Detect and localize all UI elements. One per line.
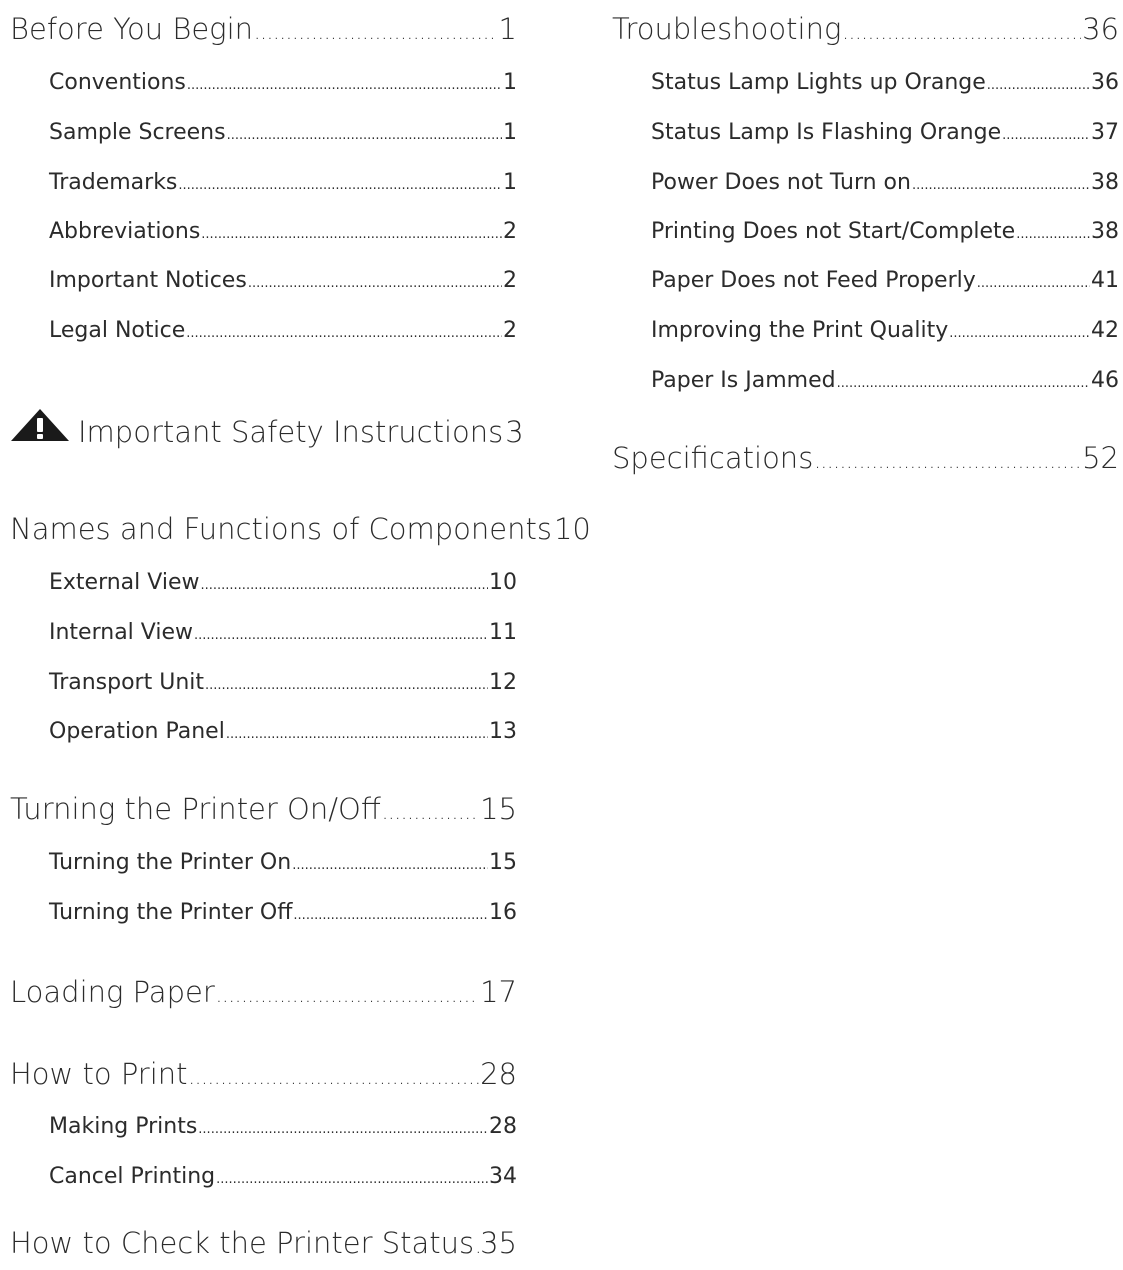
toc-page-number: 42 xyxy=(1091,318,1119,343)
toc-entry-title: Before You Begin xyxy=(10,12,254,46)
leader-dots xyxy=(216,1172,488,1187)
toc-entry-trademarks[interactable] xyxy=(49,170,517,195)
toc-entry-title: Cancel Printing xyxy=(49,1164,216,1189)
toc-entry-title: Printing Does not Start/Complete xyxy=(651,219,1016,244)
toc-entry-title: Turning the Printer On/Off xyxy=(10,792,381,826)
toc-entry-transport-unit[interactable] xyxy=(49,670,517,695)
toc-page-number: 2 xyxy=(503,268,517,293)
leader-dots xyxy=(1016,227,1090,242)
toc-entry-title: Status Lamp Is Flashing Orange xyxy=(651,120,1002,145)
leader-dots xyxy=(194,628,488,643)
toc-entry-title: Paper Is Jammed xyxy=(651,368,836,393)
toc-page-number: 10 xyxy=(553,512,591,546)
toc-page-number: 36 xyxy=(1091,70,1119,95)
toc-entry-troubleshooting[interactable] xyxy=(612,12,1119,46)
toc-entry-title: Trademarks xyxy=(49,170,178,195)
toc-page-number: 2 xyxy=(503,318,517,343)
toc-entry-important-safety-instructions[interactable] xyxy=(10,408,524,449)
toc-entry-title: Conventions xyxy=(49,70,186,95)
toc-entry-title: Important Notices xyxy=(49,268,247,293)
toc-entry-legal-notice[interactable] xyxy=(49,318,517,343)
toc-page-number: 38 xyxy=(1091,170,1119,195)
leader-dots xyxy=(292,858,488,873)
toc-entry-title: Power Does not Turn on xyxy=(651,170,911,195)
toc-page-number: 46 xyxy=(1091,368,1119,393)
leader-dots xyxy=(987,78,1090,93)
toc-entry-sample-screens[interactable] xyxy=(49,120,517,145)
leader-dots xyxy=(186,326,502,341)
leader-dots xyxy=(205,678,488,693)
toc-entry-title: Specifications xyxy=(612,441,814,475)
leader-dots xyxy=(842,20,1081,44)
toc-entry-internal-view[interactable] xyxy=(49,620,517,645)
toc-entry-before-you-begin[interactable] xyxy=(10,12,517,46)
toc-page-number: 13 xyxy=(489,719,517,744)
toc-page-number: 15 xyxy=(489,850,517,875)
leader-dots xyxy=(226,727,488,742)
toc-entry-title: Names and Functions of Components xyxy=(10,512,552,546)
toc-page-number: 16 xyxy=(489,900,517,925)
leader-dots xyxy=(382,800,479,824)
toc-page-number: 37 xyxy=(1091,120,1119,145)
toc-entry-title: Making Prints xyxy=(49,1114,198,1139)
toc-page-number: 10 xyxy=(489,570,517,595)
toc-entry-title: Transport Unit xyxy=(49,670,205,695)
toc-entry-title: Abbreviations xyxy=(49,219,201,244)
toc-entry-title: Sample Screens xyxy=(49,120,226,145)
leader-dots xyxy=(189,1065,480,1089)
toc-page-number: 28 xyxy=(480,1057,517,1091)
toc-page-number: 52 xyxy=(1082,441,1119,475)
leader-dots xyxy=(1002,128,1090,143)
leader-dots xyxy=(475,1234,479,1258)
toc-entry-title: Turning the Printer On xyxy=(49,850,292,875)
toc-entry-making-prints[interactable] xyxy=(49,1114,517,1139)
toc-page-number: 1 xyxy=(503,120,517,145)
toc-entry-improving-print-quality[interactable] xyxy=(651,318,1119,343)
toc-entry-status-lamp-orange[interactable] xyxy=(651,70,1119,95)
leader-dots xyxy=(254,20,498,44)
toc-page-number: 1 xyxy=(503,170,517,195)
toc-entry-external-view[interactable] xyxy=(49,570,517,595)
leader-dots xyxy=(293,908,488,923)
toc-page-number: 28 xyxy=(489,1114,517,1139)
toc-entry-cancel-printing[interactable] xyxy=(49,1164,517,1189)
toc-entry-names-and-functions[interactable] xyxy=(10,512,591,546)
warning-icon xyxy=(10,408,70,442)
toc-page-number: 11 xyxy=(489,620,517,645)
toc-entry-conventions[interactable] xyxy=(49,70,517,95)
leader-dots xyxy=(200,578,488,593)
toc-entry-title: Loading Paper xyxy=(10,975,215,1009)
toc-entry-printing-does-not-start[interactable] xyxy=(651,219,1119,244)
toc-page-number: 2 xyxy=(503,219,517,244)
toc-page-number: 3 xyxy=(505,415,524,449)
leader-dots xyxy=(248,276,502,291)
toc-entry-title: Operation Panel xyxy=(49,719,225,744)
toc-page-number: 38 xyxy=(1091,219,1119,244)
toc-entry-turning-on-off[interactable] xyxy=(10,792,517,826)
leader-dots xyxy=(216,983,479,1007)
toc-entry-abbreviations[interactable] xyxy=(49,219,517,244)
toc-entry-important-notices[interactable] xyxy=(49,268,517,293)
toc-entry-specifications[interactable] xyxy=(612,441,1119,475)
leader-dots xyxy=(949,326,1090,341)
toc-entry-title: How to Check the Printer Status xyxy=(10,1226,475,1260)
toc-page-number: 34 xyxy=(489,1164,517,1189)
toc-entry-operation-panel[interactable] xyxy=(49,719,517,744)
leader-dots xyxy=(198,1122,488,1137)
toc-page-number: 15 xyxy=(480,792,517,826)
leader-dots xyxy=(178,178,502,193)
toc-page-number: 36 xyxy=(1082,12,1119,46)
toc-entry-how-to-print[interactable] xyxy=(10,1057,517,1091)
toc-entry-title: Improving the Print Quality xyxy=(651,318,949,343)
leader-dots xyxy=(187,78,502,93)
toc-page-number: 35 xyxy=(480,1226,517,1260)
toc-entry-title: Important Safety Instructions xyxy=(78,415,504,449)
toc-entry-paper-does-not-feed[interactable] xyxy=(651,268,1119,293)
toc-entry-turning-off[interactable] xyxy=(49,900,517,925)
toc-entry-title: Internal View xyxy=(49,620,193,645)
toc-entry-title: Status Lamp Lights up Orange xyxy=(651,70,986,95)
leader-dots xyxy=(912,178,1090,193)
toc-entry-title: Troubleshooting xyxy=(612,12,842,46)
leader-dots xyxy=(837,376,1090,391)
toc-page-number: 1 xyxy=(498,12,517,46)
toc-entry-title: External View xyxy=(49,570,200,595)
toc-entry-title: How to Print xyxy=(10,1057,188,1091)
toc-entry-turning-on[interactable] xyxy=(49,850,517,875)
toc-entry-title: Legal Notice xyxy=(49,318,186,343)
toc-page-number: 12 xyxy=(489,670,517,695)
toc-page-number: 1 xyxy=(503,70,517,95)
toc-entry-check-printer-status[interactable] xyxy=(10,1226,517,1260)
leader-dots xyxy=(227,128,502,143)
toc-entry-title: Paper Does not Feed Properly xyxy=(651,268,976,293)
toc-entry-power-does-not-turn-on[interactable] xyxy=(651,170,1119,195)
toc-entry-status-lamp-flashing[interactable] xyxy=(651,120,1119,145)
leader-dots xyxy=(977,276,1090,291)
leader-dots xyxy=(201,227,502,242)
toc-entry-loading-paper[interactable] xyxy=(10,975,517,1009)
toc-entry-paper-is-jammed[interactable] xyxy=(651,368,1119,393)
toc-page-number: 41 xyxy=(1091,268,1119,293)
leader-dots xyxy=(814,449,1081,473)
toc-page-number: 17 xyxy=(480,975,517,1009)
toc-entry-title: Turning the Printer Off xyxy=(49,900,293,925)
